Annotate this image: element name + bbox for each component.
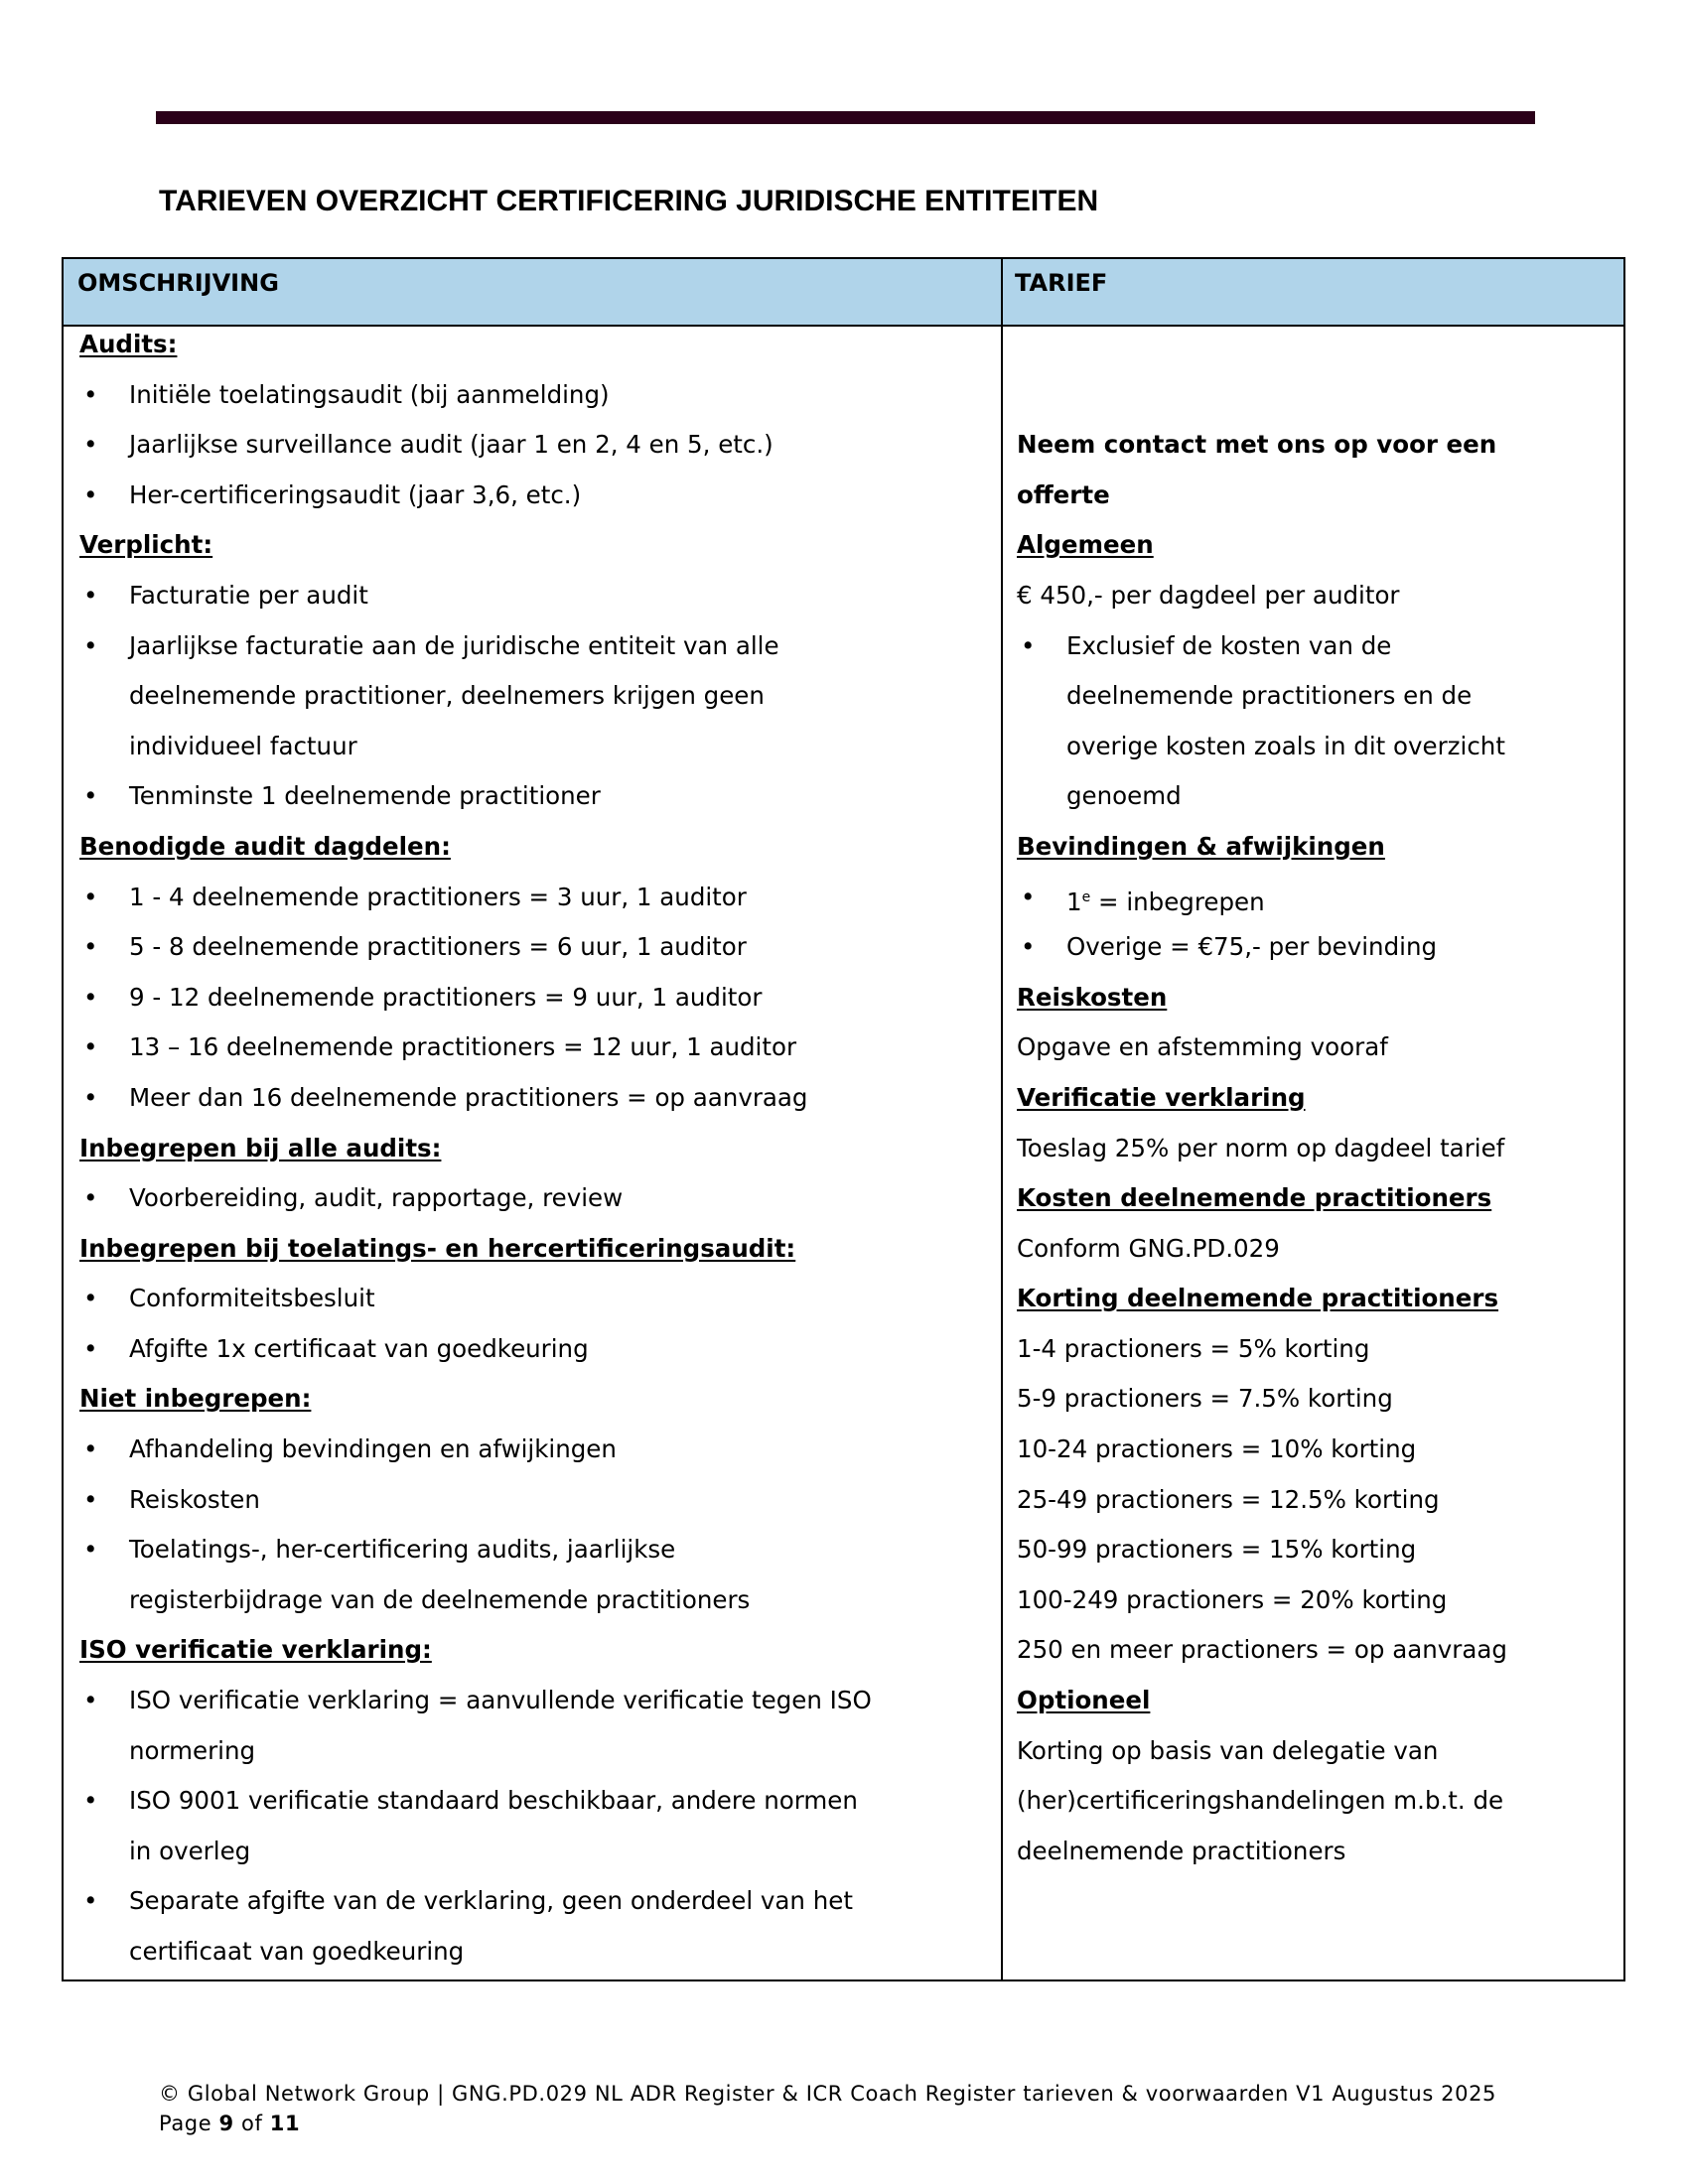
line-text: 1-4 practioners = 5% korting: [1017, 1333, 1370, 1363]
section-heading: Korting deelnemende practitioners: [1017, 1284, 1499, 1313]
line-text: (her)certificeringshandelingen m.b.t. de: [1017, 1786, 1504, 1816]
bullet-icon: •: [83, 1333, 98, 1363]
tariff-table: [62, 257, 1625, 1981]
bullet-item: [79, 1173, 872, 1224]
line-text: 13 – 16 deelnemende practitioners = 12 uur, 1 auditor: [129, 1032, 797, 1062]
line-text: Toeslag 25% per norm op dagdeel tarief: [1017, 1133, 1505, 1162]
bullet-icon: •: [83, 479, 98, 509]
line-text: deelnemende practitioner, deelnemers krijgen geen: [129, 681, 765, 711]
bullet-icon: •: [83, 781, 98, 811]
line-text: Toelatings-, her-certificering audits, jaarlijkse: [129, 1535, 676, 1565]
header-tarief: TARIEF: [1015, 269, 1108, 297]
bullet-item: [79, 1324, 872, 1375]
line-text: Korting op basis van delegatie van: [1017, 1735, 1439, 1765]
section-heading: Optioneel: [1017, 1686, 1151, 1715]
text-line: [1017, 571, 1507, 621]
bullet-item: [79, 973, 872, 1024]
text-line: [1017, 1224, 1507, 1275]
line-text: Jaarlijkse surveillance audit (jaar 1 en 2, 4 en 5, etc.): [129, 430, 774, 460]
line-text: 5 - 8 deelnemende practitioners = 6 uur, 1 auditor: [129, 932, 747, 962]
superscript: e: [1081, 888, 1091, 905]
bullet-item: [79, 1676, 872, 1726]
bullet-icon: •: [83, 1284, 98, 1313]
line-text: Afgifte 1x certificaat van goedkeuring: [129, 1333, 589, 1363]
page-title: TARIEVEN OVERZICHT CERTIFICERING JURIDISCHE ENTITEITEN: [159, 185, 1099, 217]
line-text: Initiële toelatingsaudit (bij aanmelding): [129, 379, 610, 409]
text-line: [1017, 420, 1507, 471]
bullet-icon: •: [1021, 882, 1036, 911]
bullet-icon: •: [83, 580, 98, 610]
line-text: 5-9 practioners = 7.5% korting: [1017, 1384, 1393, 1414]
bullet-item: [1017, 722, 1507, 772]
line-text: genoemd: [1066, 781, 1182, 811]
footer: [159, 2079, 1496, 2138]
page-label: Page: [159, 2112, 212, 2135]
section-heading: Verificatie verklaring: [1017, 1082, 1306, 1112]
bullet-icon: •: [83, 1484, 98, 1514]
bullet-item: [79, 1525, 872, 1575]
line-text: 100-249 practioners = 20% korting: [1017, 1584, 1448, 1614]
line-text: Tenminste 1 deelnemende practitioner: [129, 781, 601, 811]
text-line: [1017, 1827, 1507, 1877]
text-line: [1017, 1776, 1507, 1827]
bullet-item: [79, 1475, 872, 1526]
line-text: Meer dan 16 deelnemende practitioners = op aanvraag: [129, 1082, 808, 1112]
text-line: [1017, 471, 1507, 521]
bullet-item: [79, 1575, 872, 1626]
bullet-icon: •: [83, 430, 98, 460]
bullet-item: [79, 1776, 872, 1827]
line-text: registerbijdrage van de deelnemende practitioners: [129, 1584, 751, 1614]
text-line: [1017, 1625, 1507, 1676]
line-text: 25-49 practioners = 12.5% korting: [1017, 1484, 1440, 1514]
text-line: [1017, 1023, 1507, 1073]
bullet-item: [79, 722, 872, 772]
bullet-icon: •: [83, 1786, 98, 1816]
bullet-item: [79, 370, 872, 421]
bullet-icon: •: [83, 1183, 98, 1213]
bullet-item: [79, 471, 872, 521]
bullet-item: [1017, 873, 1507, 923]
bullet-icon: •: [83, 630, 98, 660]
bullet-item: [79, 1726, 872, 1777]
text-line: [1017, 1124, 1507, 1174]
bullet-item: [79, 873, 872, 923]
text-line: [1017, 1475, 1507, 1526]
line-text: normering: [129, 1735, 256, 1765]
line-text: individueel factuur: [129, 731, 357, 760]
bullet-item: [79, 1876, 872, 1927]
bullet-icon: •: [1021, 630, 1036, 660]
line-text: ISO 9001 verificatie standaard beschikbaar, andere normen: [129, 1786, 858, 1816]
line-text: € 450,- per dagdeel per auditor: [1017, 580, 1400, 610]
bullet-icon: •: [83, 1032, 98, 1062]
line-text: Reiskosten: [129, 1484, 260, 1514]
page-current: 9: [218, 2112, 234, 2135]
line-text: = inbegrepen: [1090, 887, 1265, 916]
text-line: [1017, 1575, 1507, 1626]
page-number: [159, 2109, 1496, 2138]
bullet-item: [79, 1274, 872, 1324]
description-column: [79, 320, 872, 1978]
line-text: 1 - 4 deelnemende practitioners = 3 uur, 1 auditor: [129, 882, 747, 911]
line-text: 10-24 practioners = 10% korting: [1017, 1434, 1417, 1464]
tariff-column: [1017, 320, 1507, 1876]
line-text: Separate afgifte van de verklaring, geen onderdeel van het: [129, 1886, 853, 1916]
bullet-item: [79, 1425, 872, 1475]
line-text: Jaarlijkse facturatie aan de juridische entiteit van alle: [129, 630, 779, 660]
text-line: [1017, 1726, 1507, 1777]
bullet-item: [79, 922, 872, 973]
line-text: Neem contact met ons op voor een: [1017, 430, 1497, 460]
section-heading: Bevindingen & afwijkingen: [1017, 831, 1385, 861]
bullet-icon: •: [83, 1082, 98, 1112]
bullet-icon: •: [83, 379, 98, 409]
section-heading: Verplicht:: [79, 530, 213, 560]
section-heading: Inbegrepen bij toelatings- en hercertificeringsaudit:: [79, 1233, 796, 1263]
bullet-item: [79, 1827, 872, 1877]
bullet-icon: •: [83, 1434, 98, 1464]
section-heading: Benodigde audit dagdelen:: [79, 831, 451, 861]
bullet-icon: •: [83, 882, 98, 911]
line-text: Conformiteitsbesluit: [129, 1284, 375, 1313]
bullet-item: [79, 671, 872, 722]
line-text: offerte: [1017, 479, 1110, 509]
blank-line: [1017, 320, 1507, 370]
table-header-row: [64, 259, 1623, 327]
line-text: 250 en meer practioners = op aanvraag: [1017, 1635, 1507, 1665]
bullet-item: [79, 571, 872, 621]
section-heading: Reiskosten: [1017, 982, 1168, 1012]
blank-line: [1017, 370, 1507, 421]
text-line: [1017, 1374, 1507, 1425]
bullet-icon: •: [83, 1886, 98, 1916]
column-divider: [1001, 259, 1003, 1979]
section-heading: Audits:: [79, 330, 178, 358]
bullet-item: [1017, 671, 1507, 722]
line-text: ISO verificatie verklaring = aanvullende verificatie tegen ISO: [129, 1686, 872, 1715]
bullet-icon: •: [83, 932, 98, 962]
bullet-item: [79, 621, 872, 672]
line-text: in overleg: [129, 1836, 251, 1865]
header-rule: [156, 111, 1535, 124]
bullet-item: [1017, 771, 1507, 822]
page-total: 11: [269, 2112, 301, 2135]
line-text: Overige = €75,- per bevinding: [1066, 932, 1438, 962]
line-text: certificaat van goedkeuring: [129, 1937, 465, 1966]
bullet-item: [1017, 922, 1507, 973]
line-text: deelnemende practitioners: [1017, 1836, 1346, 1865]
text-line: [1017, 1324, 1507, 1375]
bullet-item: [1017, 621, 1507, 672]
header-omschrijving: OMSCHRIJVING: [77, 269, 279, 297]
line-text: Opgave en afstemming vooraf: [1017, 1032, 1388, 1062]
section-heading: Kosten deelnemende practitioners: [1017, 1183, 1492, 1213]
line-text: 1: [1066, 887, 1082, 916]
line-text: deelnemende practitioners en de: [1066, 681, 1473, 711]
footer-copyright: © Global Network Group | GNG.PD.029 NL ADR Register & ICR Coach Register tarieven & voorwaarden V1 Augustus 2025: [159, 2082, 1496, 2106]
of-label: of: [241, 2112, 263, 2135]
text-line: [1017, 1425, 1507, 1475]
line-text: 50-99 practioners = 15% korting: [1017, 1535, 1417, 1565]
bullet-icon: •: [1021, 932, 1036, 962]
line-text: Conform GNG.PD.029: [1017, 1233, 1280, 1263]
bullet-icon: •: [83, 1686, 98, 1715]
bullet-item: [79, 771, 872, 822]
line-text: Facturatie per audit: [129, 580, 368, 610]
line-text: overige kosten zoals in dit overzicht: [1066, 731, 1505, 760]
bullet-icon: •: [83, 982, 98, 1012]
section-heading: Inbegrepen bij alle audits:: [79, 1133, 442, 1162]
section-heading: Niet inbegrepen:: [79, 1384, 312, 1414]
line-text: Her-certificeringsaudit (jaar 3,6, etc.): [129, 479, 582, 509]
line-text: Voorbereiding, audit, rapportage, review: [129, 1183, 624, 1213]
text-line: [1017, 1525, 1507, 1575]
bullet-icon: •: [83, 1535, 98, 1565]
line-text: Afhandeling bevindingen en afwijkingen: [129, 1434, 617, 1464]
bullet-item: [79, 1023, 872, 1073]
bullet-item: [79, 420, 872, 471]
line-text: 9 - 12 deelnemende practitioners = 9 uur, 1 auditor: [129, 982, 763, 1012]
section-heading: Algemeen: [1017, 530, 1154, 560]
line-text: Exclusief de kosten van de: [1066, 630, 1392, 660]
bullet-item: [79, 1073, 872, 1124]
bullet-item: [79, 1927, 872, 1978]
section-heading: ISO verificatie verklaring:: [79, 1635, 432, 1665]
